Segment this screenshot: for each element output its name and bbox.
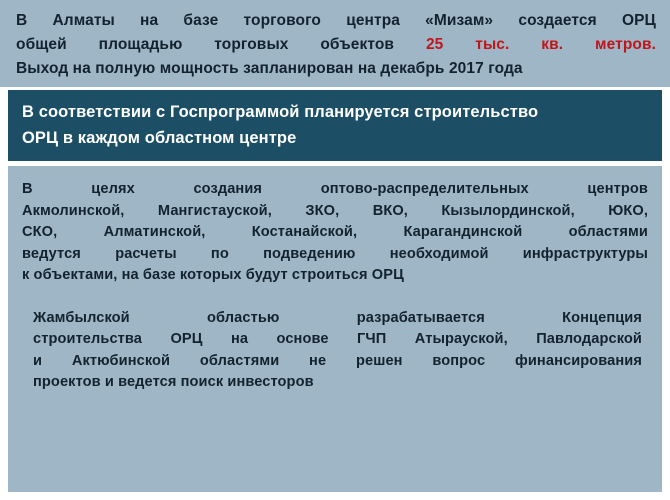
paragraph-two-line-4: проектов и ведется поиск инвесторов [33,374,314,390]
top-statement-block [0,0,670,87]
paragraph-two-line-3: и Актюбинской областями не решен вопрос финансирования [33,352,642,369]
body-block [8,166,662,492]
top-statement-highlight: 25 тыс. кв. метров. [425,36,656,53]
paragraph-two-line-2: строительства ОРЦ на основе ГЧП Атырауской, Павлодарской [33,331,642,347]
top-statement-line-2-prefix: общей площадью торговых объектов [16,36,395,53]
top-statement-line-2 [16,33,656,57]
paragraph-two-line-1: Жамбылской областью разрабатывается Концепция [33,309,642,326]
paragraph-one-line-4: ведутся расчеты по подведению необходимой инфраструктуры [22,245,648,262]
paragraph-two [22,308,648,394]
program-banner [8,90,662,161]
top-statement-line-3: Выход на полную мощность запланирован на декабрь 2017 года [16,60,523,77]
top-statement-line-1: В Алматы на базе торгового центра «Мизам» создается ОРЦ [16,12,656,29]
paragraph-one-line-1: В целях создания оптово-распределительных центров [22,181,648,197]
program-banner-line-2: ОРЦ в каждом областном центре [22,129,297,147]
paragraph-one-line-2: Акмолинской, Мангистауской, ЗКО, ВКО, Кызылординской, ЮКО, [22,202,648,219]
paragraph-one [22,179,648,287]
paragraph-one-line-3: СКО, Алматинской, Костанайской, Карагандинской областями [22,224,648,240]
paragraph-one-line-5: к объектами, на базе которых будут строиться ОРЦ [22,267,404,283]
program-banner-line-1: В соответствии с Госпрограммой планируется строительство [22,103,539,121]
